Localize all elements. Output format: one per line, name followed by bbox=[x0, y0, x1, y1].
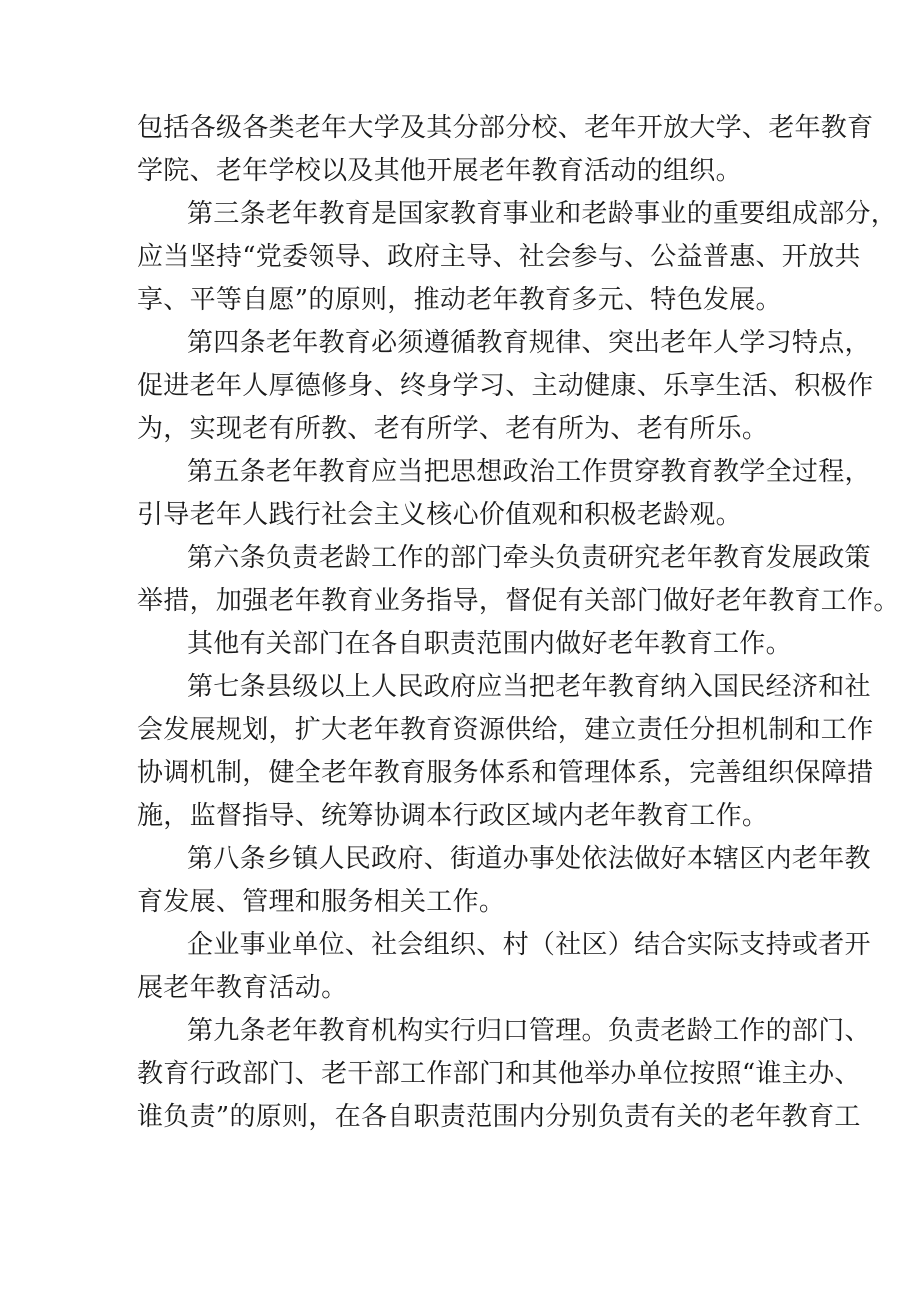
text-line-12: 举措，加强老年教育业务指导，督促有关部门做好老年教育工作。 bbox=[137, 586, 900, 616]
text-line-17: 施，监督指导、统筹协调本行政区域内老年教育工作。 bbox=[137, 801, 769, 831]
text-line-19: 育发展、管理和服务相关工作。 bbox=[137, 887, 506, 917]
text-line-22: 第九条老年教育机构实行归口管理。负责老龄工作的部门、 bbox=[187, 1016, 871, 1046]
text-line-3: 第三条老年教育是国家教育事业和老龄事业的重要组成部分， bbox=[187, 199, 898, 229]
text-line-20: 企业事业单位、社会组织、村（社区）结合实际支持或者开 bbox=[187, 930, 871, 960]
text-line-23: 教育行政部门、老干部工作部门和其他举办单位按照“谁主办、 bbox=[137, 1059, 861, 1089]
text-line-9: 第五条老年教育应当把思想政治工作贯穿教育教学全过程， bbox=[187, 457, 871, 487]
text-line-18: 第八条乡镇人民政府、街道办事处依法做好本辖区内老年教 bbox=[187, 844, 871, 874]
text-line-24: 谁负责”的原则，在各自职责范围内分别负责有关的老年教育工 bbox=[137, 1102, 861, 1132]
text-line-14: 第七条县级以上人民政府应当把老年教育纳入国民经济和社 bbox=[187, 672, 871, 702]
text-line-21: 展老年教育活动。 bbox=[137, 973, 348, 1003]
text-line-2: 学院、老年学校以及其他开展老年教育活动的组织。 bbox=[137, 156, 742, 186]
text-line-1: 包括各级各类老年大学及其分部分校、老年开放大学、老年教育 bbox=[137, 113, 874, 143]
text-line-10: 引导老年人践行社会主义核心价值观和积极老龄观。 bbox=[137, 500, 742, 530]
text-line-16: 协调机制，健全老年教育服务体系和管理体系，完善组织保障措 bbox=[137, 758, 874, 788]
text-line-5: 享、平等自愿”的原则，推动老年教育多元、特色发展。 bbox=[137, 285, 782, 315]
text-line-15: 会发展规划，扩大老年教育资源供给，建立责任分担机制和工作 bbox=[137, 715, 874, 745]
text-line-6: 第四条老年教育必须遵循教育规律、突出老年人学习特点， bbox=[187, 328, 871, 358]
text-line-7: 促进老年人厚德修身、终身学习、主动健康、乐享生活、积极作 bbox=[137, 371, 874, 401]
text-line-13: 其他有关部门在各自职责范围内做好老年教育工作。 bbox=[187, 629, 792, 659]
text-line-11: 第六条负责老龄工作的部门牵头负责研究老年教育发展政策 bbox=[187, 543, 871, 573]
text-line-8: 为，实现老有所教、老有所学、老有所为、老有所乐。 bbox=[137, 414, 769, 444]
text-line-4: 应当坚持“党委领导、政府主导、社会参与、公益普惠、开放共 bbox=[137, 242, 861, 272]
